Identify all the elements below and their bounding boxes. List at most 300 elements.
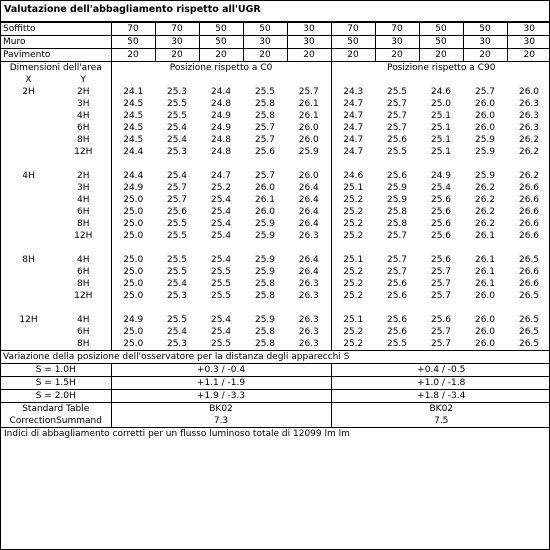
reflectance-value: 30 xyxy=(463,36,507,49)
ugr-value: 25.8 xyxy=(254,278,276,289)
ugr-value: 25.6 xyxy=(386,278,408,289)
spacer-cell xyxy=(1,302,111,314)
ugr-value: 25.2 xyxy=(331,326,375,338)
ugr-value: 26.0 xyxy=(298,134,319,145)
ugr-value: 25.0 xyxy=(111,218,155,230)
variation-row xyxy=(1,364,550,377)
ugr-value: 26.0 xyxy=(254,182,276,193)
ugr-value: 26.0 xyxy=(474,314,496,325)
ugr-row xyxy=(1,86,550,98)
y-dimension: 12H xyxy=(74,290,93,301)
variation-c90: +1.8 / -3.4 xyxy=(331,390,550,403)
y-dimension: 6H xyxy=(77,326,90,337)
y-dimension: 2H xyxy=(77,86,90,97)
ugr-value: 25.8 xyxy=(254,290,276,301)
ugr-value: 25.4 xyxy=(210,314,232,325)
spacer-cell xyxy=(331,74,550,86)
reflectance-value: 50 xyxy=(199,36,243,49)
reflectance-value: 20 xyxy=(111,49,155,62)
reflectance-label: Soffitto xyxy=(1,23,111,36)
spacing-label: S = 1.5H xyxy=(1,377,111,390)
ugr-value: 25.2 xyxy=(331,290,375,302)
ugr-value: 25.0 xyxy=(111,338,155,351)
reflectance-value: 50 xyxy=(419,36,463,49)
ugr-value: 25.6 xyxy=(430,218,452,229)
ugr-value: 24.8 xyxy=(210,98,232,109)
ugr-value: 25.9 xyxy=(386,194,408,205)
x-dimension xyxy=(1,110,56,122)
ugr-value: 25.5 xyxy=(166,314,188,325)
ugr-value: 26.0 xyxy=(474,338,496,349)
ugr-value: 25.7 xyxy=(430,290,452,301)
ugr-value: 25.0 xyxy=(111,206,155,218)
ugr-value: 26.2 xyxy=(474,206,496,217)
y-dimension: 4H xyxy=(77,314,90,325)
ugr-value: 26.2 xyxy=(474,194,496,205)
ugr-row xyxy=(1,230,550,242)
ugr-value: 25.4 xyxy=(210,326,232,337)
reflectance-value: 30 xyxy=(375,36,419,49)
ugr-value: 25.3 xyxy=(166,338,188,349)
correction-label: CorrectionSummand xyxy=(9,415,102,426)
variation-c0: +1.9 / -3.3 xyxy=(111,390,331,403)
ugr-value: 25.6 xyxy=(386,314,408,325)
x-dimension xyxy=(1,326,56,338)
y-dimension: 2H xyxy=(77,170,90,181)
ugr-value: 26.1 xyxy=(474,266,496,277)
ugr-row xyxy=(1,110,550,122)
ugr-value: 25.6 xyxy=(430,314,452,325)
spacer-cell xyxy=(111,158,331,170)
ugr-row xyxy=(1,314,550,326)
ugr-value: 25.7 xyxy=(386,230,408,241)
ugr-value: 25.6 xyxy=(430,206,452,217)
standard-table-label: Standard Table xyxy=(1,403,111,416)
spacer-cell xyxy=(331,242,550,254)
ugr-value: 24.7 xyxy=(331,134,375,146)
ugr-value: 26.6 xyxy=(518,266,540,277)
ugr-value: 24.7 xyxy=(331,110,375,122)
ugr-value: 26.0 xyxy=(474,326,496,337)
ugr-value: 24.9 xyxy=(430,170,452,181)
ugr-value: 25.7 xyxy=(386,110,408,121)
ugr-value: 24.7 xyxy=(331,98,375,110)
reflectance-value: 30 xyxy=(243,36,287,49)
ugr-value: 26.2 xyxy=(518,134,540,145)
ugr-value: 26.1 xyxy=(474,278,496,289)
y-dimension: 12H xyxy=(74,146,93,157)
ugr-value: 25.6 xyxy=(166,206,188,217)
ugr-value: 25.7 xyxy=(166,182,188,193)
standard-table-c0: BK02 xyxy=(111,403,331,416)
ugr-value: 26.3 xyxy=(298,290,319,301)
ugr-value: 25.1 xyxy=(430,134,452,145)
spacer-cell xyxy=(331,302,550,314)
ugr-value: 26.6 xyxy=(518,206,540,217)
ugr-value: 25.8 xyxy=(254,98,276,109)
variation-row xyxy=(1,390,550,403)
ugr-value: 25.8 xyxy=(254,338,276,349)
ugr-value: 25.7 xyxy=(430,266,452,277)
ugr-value: 25.0 xyxy=(111,326,155,338)
ugr-row xyxy=(1,290,550,302)
variation-c90: +1.0 / -1.8 xyxy=(331,377,550,390)
ugr-value: 25.5 xyxy=(166,98,188,109)
x-dimension: 12H xyxy=(19,314,38,325)
ugr-value: 25.7 xyxy=(254,134,276,145)
ugr-value: 25.0 xyxy=(111,266,155,278)
y-dimension: 4H xyxy=(77,254,90,265)
reflectance-row xyxy=(1,23,550,36)
ugr-value: 26.6 xyxy=(518,218,540,229)
y-dimension: 8H xyxy=(77,134,90,145)
ugr-value: 26.1 xyxy=(254,194,276,205)
ugr-value: 25.7 xyxy=(386,254,408,265)
ugr-row xyxy=(1,134,550,146)
ugr-value: 25.6 xyxy=(386,134,408,145)
ugr-value: 25.1 xyxy=(331,254,375,266)
ugr-value: 25.4 xyxy=(210,206,232,217)
ugr-value: 25.6 xyxy=(430,254,452,265)
ugr-value: 25.6 xyxy=(254,146,276,157)
ugr-value: 25.9 xyxy=(254,254,276,265)
ugr-value: 25.4 xyxy=(210,194,232,205)
ugr-value: 25.9 xyxy=(254,218,276,229)
ugr-value: 25.4 xyxy=(430,182,452,193)
reflectance-value: 20 xyxy=(375,49,419,62)
ugr-row xyxy=(1,326,550,338)
y-header: Y xyxy=(80,74,86,85)
ugr-value: 25.9 xyxy=(386,182,408,193)
ugr-value: 25.8 xyxy=(386,218,408,229)
ugr-value: 25.5 xyxy=(166,110,188,121)
reflectance-row xyxy=(1,36,550,49)
ugr-value: 25.2 xyxy=(331,278,375,290)
ugr-value: 26.3 xyxy=(298,338,319,349)
ugr-row xyxy=(1,206,550,218)
ugr-value: 24.5 xyxy=(111,110,155,122)
ugr-value: 26.0 xyxy=(474,122,496,133)
ugr-value: 26.6 xyxy=(518,194,540,205)
correction-c90: 7.5 xyxy=(331,415,550,427)
ugr-row xyxy=(1,98,550,110)
ugr-value: 24.6 xyxy=(430,86,452,97)
ugr-value: 25.9 xyxy=(298,146,319,157)
reflectance-value: 50 xyxy=(331,36,375,49)
ugr-row xyxy=(1,170,550,182)
ugr-value: 25.6 xyxy=(430,194,452,205)
ugr-value: 26.3 xyxy=(518,110,540,121)
ugr-value: 24.5 xyxy=(111,98,155,110)
standard-table-row xyxy=(1,403,550,416)
y-dimension: 8H xyxy=(77,278,90,289)
ugr-value: 26.3 xyxy=(298,278,319,289)
ugr-value: 25.1 xyxy=(430,122,452,133)
reflectance-value: 50 xyxy=(463,23,507,36)
spacing-label: S = 1.0H xyxy=(1,364,111,377)
x-dimension xyxy=(1,230,56,242)
spacer-cell xyxy=(1,242,111,254)
ugr-value: 25.4 xyxy=(166,278,188,289)
ugr-value: 25.9 xyxy=(254,266,276,277)
position-c0-header: Posizione rispetto a C0 xyxy=(111,62,331,75)
ugr-value: 25.5 xyxy=(210,338,232,349)
y-dimension: 6H xyxy=(77,206,90,217)
ugr-value: 25.0 xyxy=(111,194,155,206)
y-dimension: 8H xyxy=(77,218,90,229)
reflectance-value: 20 xyxy=(243,49,287,62)
variation-c0: +0.3 / -0.4 xyxy=(111,364,331,377)
ugr-value: 24.6 xyxy=(331,170,375,182)
x-dimension xyxy=(1,194,56,206)
ugr-value: 25.5 xyxy=(166,254,188,265)
ugr-value: 26.4 xyxy=(298,206,319,217)
x-dimension: 8H xyxy=(22,254,35,265)
ugr-value: 25.9 xyxy=(474,146,496,157)
ugr-value: 25.5 xyxy=(386,338,408,349)
reflectance-row xyxy=(1,49,550,62)
group-spacer xyxy=(1,242,550,254)
ugr-value: 25.1 xyxy=(430,110,452,121)
x-dimension xyxy=(1,338,56,351)
ugr-value: 26.5 xyxy=(518,314,540,325)
ugr-value: 26.1 xyxy=(474,254,496,265)
ugr-value: 24.5 xyxy=(111,134,155,146)
ugr-value: 24.4 xyxy=(111,146,155,158)
y-dimension: 3H xyxy=(77,98,90,109)
ugr-value: 25.2 xyxy=(331,206,375,218)
area-header: Dimensioni dell'area xyxy=(1,62,111,75)
ugr-value: 25.9 xyxy=(254,314,276,325)
ugr-value: 25.4 xyxy=(166,122,188,133)
reflectance-value: 20 xyxy=(155,49,199,62)
ugr-value: 25.7 xyxy=(430,338,452,349)
ugr-value: 26.2 xyxy=(518,170,540,181)
reflectance-value: 30 xyxy=(287,23,331,36)
reflectance-value: 70 xyxy=(331,23,375,36)
ugr-value: 26.1 xyxy=(298,110,319,121)
variation-c0: +1.1 / -1.9 xyxy=(111,377,331,390)
ugr-value: 25.3 xyxy=(166,146,188,157)
x-dimension xyxy=(1,278,56,290)
ugr-row xyxy=(1,194,550,206)
reflectance-value: 20 xyxy=(463,49,507,62)
ugr-value: 24.4 xyxy=(111,170,155,182)
ugr-row xyxy=(1,338,550,351)
ugr-value: 24.3 xyxy=(331,86,375,98)
correction-c0: 7.3 xyxy=(111,415,331,427)
reflectance-value: 30 xyxy=(155,36,199,49)
reflectance-value: 50 xyxy=(243,23,287,36)
y-dimension: 12H xyxy=(74,230,93,241)
ugr-value: 25.8 xyxy=(254,326,276,337)
ugr-value: 26.5 xyxy=(518,254,540,265)
ugr-value: 25.9 xyxy=(254,230,276,241)
ugr-value: 26.0 xyxy=(254,206,276,217)
ugr-table xyxy=(1,22,550,427)
y-dimension: 8H xyxy=(77,338,90,349)
group-spacer xyxy=(1,158,550,170)
ugr-value: 26.6 xyxy=(518,230,540,241)
reflectance-value: 70 xyxy=(111,23,155,36)
ugr-value: 25.1 xyxy=(331,314,375,326)
ugr-value: 24.5 xyxy=(111,122,155,134)
ugr-value: 26.3 xyxy=(518,98,540,109)
spacer-cell xyxy=(331,158,550,170)
reflectance-label: Muro xyxy=(1,36,111,49)
group-spacer xyxy=(1,302,550,314)
ugr-value: 25.3 xyxy=(166,86,188,97)
ugr-value: 24.8 xyxy=(210,146,232,157)
ugr-value: 25.9 xyxy=(474,170,496,181)
ugr-value: 25.1 xyxy=(430,146,452,157)
correction-row xyxy=(1,415,550,427)
ugr-value: 25.0 xyxy=(111,278,155,290)
x-dimension xyxy=(1,146,56,158)
ugr-value: 25.0 xyxy=(111,254,155,266)
standard-table-c90: BK02 xyxy=(331,403,550,416)
ugr-value: 24.9 xyxy=(111,314,155,326)
ugr-value: 25.2 xyxy=(331,218,375,230)
ugr-value: 24.7 xyxy=(331,122,375,134)
ugr-value: 25.4 xyxy=(210,218,232,229)
ugr-value: 25.7 xyxy=(386,266,408,277)
x-dimension: 4H xyxy=(22,170,35,181)
ugr-value: 25.0 xyxy=(430,98,452,109)
ugr-value: 25.5 xyxy=(166,266,188,277)
ugr-value: 25.6 xyxy=(386,290,408,301)
ugr-row xyxy=(1,182,550,194)
ugr-value: 25.7 xyxy=(386,98,408,109)
x-dimension xyxy=(1,218,56,230)
spacer-cell xyxy=(111,74,331,86)
y-dimension: 4H xyxy=(77,110,90,121)
ugr-value: 25.7 xyxy=(254,122,276,133)
spacing-label: S = 2.0H xyxy=(1,390,111,403)
ugr-value: 26.2 xyxy=(474,218,496,229)
ugr-value: 24.7 xyxy=(331,146,375,158)
reflectance-value: 70 xyxy=(155,23,199,36)
reflectance-value: 20 xyxy=(419,49,463,62)
ugr-value: 25.2 xyxy=(331,266,375,278)
x-dimension: 2H xyxy=(22,86,35,97)
reflectance-value: 20 xyxy=(287,49,331,62)
x-dimension xyxy=(1,206,56,218)
ugr-value: 25.5 xyxy=(166,218,188,229)
spacer-cell xyxy=(111,302,331,314)
ugr-row xyxy=(1,266,550,278)
ugr-value: 26.4 xyxy=(298,266,319,277)
reflectance-value: 50 xyxy=(111,36,155,49)
reflectance-value: 50 xyxy=(199,23,243,36)
ugr-value: 25.5 xyxy=(254,86,276,97)
ugr-value: 26.3 xyxy=(298,314,319,325)
reflectance-label: Pavimento xyxy=(1,49,111,62)
spacer-cell xyxy=(1,158,111,170)
ugr-value: 26.0 xyxy=(298,122,319,133)
ugr-value: 26.3 xyxy=(298,230,319,241)
ugr-value: 26.0 xyxy=(518,86,540,97)
x-dimension xyxy=(1,266,56,278)
ugr-row xyxy=(1,254,550,266)
ugr-value: 25.4 xyxy=(210,230,232,241)
ugr-value: 26.2 xyxy=(518,146,540,157)
ugr-value: 26.2 xyxy=(474,182,496,193)
x-dimension xyxy=(1,98,56,110)
ugr-value: 25.2 xyxy=(331,338,375,351)
ugr-value: 26.3 xyxy=(298,326,319,337)
ugr-value: 25.1 xyxy=(331,182,375,194)
ugr-value: 25.7 xyxy=(430,326,452,337)
position-c90-header: Posizione rispetto a C90 xyxy=(331,62,550,75)
reflectance-value: 20 xyxy=(331,49,375,62)
ugr-value: 25.5 xyxy=(210,278,232,289)
ugr-value: 25.3 xyxy=(166,290,188,301)
x-dimension xyxy=(1,290,56,302)
variation-c90: +0.4 / -0.5 xyxy=(331,364,550,377)
variation-title: Variazione della posizione dell'osservatore per la distanza degli apparecchi S xyxy=(1,351,550,364)
sheet-title: Valutazione dell'abbagliamento rispetto all'UGR xyxy=(1,1,549,22)
ugr-value: 24.7 xyxy=(210,170,232,181)
ugr-value: 25.9 xyxy=(474,134,496,145)
ugr-row xyxy=(1,278,550,290)
ugr-value: 25.5 xyxy=(166,230,188,241)
ugr-value: 24.9 xyxy=(111,182,155,194)
ugr-value: 25.6 xyxy=(386,326,408,337)
reflectance-value: 70 xyxy=(375,23,419,36)
ugr-value: 26.0 xyxy=(474,290,496,301)
ugr-value: 24.9 xyxy=(210,122,232,133)
ugr-row xyxy=(1,122,550,134)
ugr-value: 26.4 xyxy=(298,218,319,229)
reflectance-value: 30 xyxy=(507,36,550,49)
y-dimension: 6H xyxy=(77,122,90,133)
ugr-value: 25.4 xyxy=(210,254,232,265)
y-dimension: 6H xyxy=(77,266,90,277)
ugr-value: 25.6 xyxy=(386,170,408,181)
ugr-value: 25.7 xyxy=(386,122,408,133)
reflectance-value: 30 xyxy=(507,23,550,36)
ugr-value: 25.0 xyxy=(111,230,155,242)
ugr-value: 26.6 xyxy=(518,182,540,193)
ugr-value: 26.4 xyxy=(298,194,319,205)
ugr-value: 25.2 xyxy=(331,194,375,206)
ugr-value: 25.4 xyxy=(166,170,188,181)
ugr-value: 26.4 xyxy=(298,182,319,193)
ugr-value: 26.6 xyxy=(518,278,540,289)
area-header-row xyxy=(1,62,550,75)
ugr-value: 26.1 xyxy=(474,230,496,241)
x-dimension xyxy=(1,134,56,146)
ugr-value: 26.5 xyxy=(518,338,540,349)
ugr-value: 26.3 xyxy=(518,122,540,133)
ugr-row xyxy=(1,218,550,230)
variation-title-row xyxy=(1,351,550,364)
xy-header-row xyxy=(1,74,550,86)
x-dimension xyxy=(1,122,56,134)
ugr-value: 25.7 xyxy=(430,278,452,289)
ugr-value: 25.2 xyxy=(331,230,375,242)
ugr-value: 25.7 xyxy=(474,86,496,97)
ugr-value: 26.1 xyxy=(298,98,319,109)
x-dimension xyxy=(1,182,56,194)
ugr-value: 25.5 xyxy=(386,86,408,97)
ugr-value: 25.6 xyxy=(430,230,452,241)
ugr-value: 26.0 xyxy=(298,170,319,181)
y-dimension: 3H xyxy=(77,182,90,193)
y-dimension: 4H xyxy=(77,194,90,205)
ugr-value: 26.5 xyxy=(518,326,540,337)
